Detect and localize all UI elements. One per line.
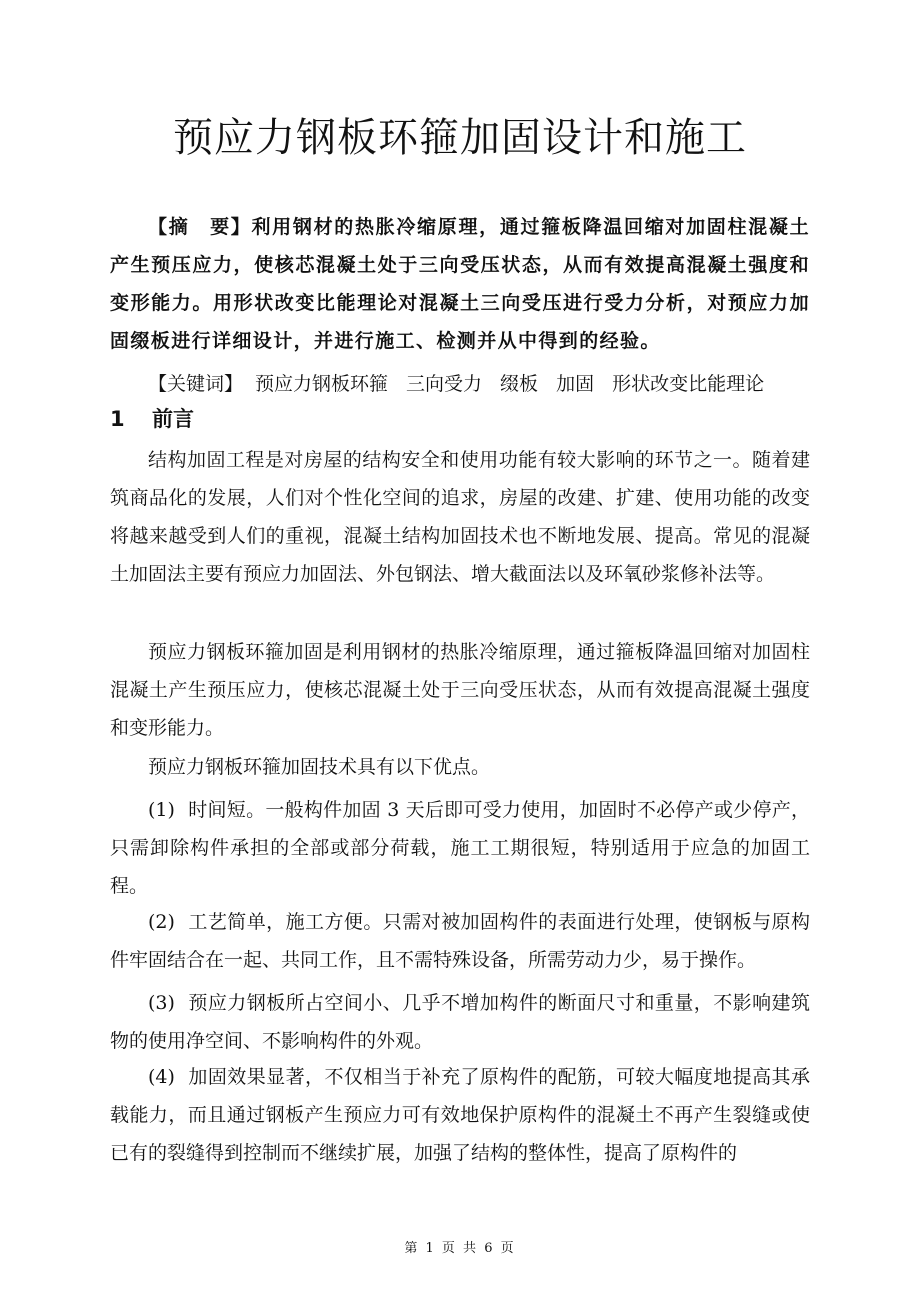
- advantage-item: [110, 984, 810, 1060]
- abstract-paragraph: [110, 208, 810, 360]
- keyword: 缀板: [500, 373, 539, 395]
- advantage-text: 时间短。一般构件加固 3 天后即可受力使用，加固时不必停产或少停产，只需卸除构件承担的全部或部分荷载，施工工期很短，特别适用于应急的加固工程。: [110, 799, 810, 897]
- body-paragraph: 结构加固工程是对房屋的结构安全和使用功能有较大影响的环节之一。随着建筑商品化的发展，人们对个性化空间的追求，房屋的改建、扩建、使用功能的改变将越来越受到人们的重视，混凝土结构加固技术也不断地发展、提高。常见的混凝土加固法主要有预应力加固法、外包钢法、增大截面法以及环氧砂浆修补法等。: [110, 449, 810, 585]
- advantage-text: 加固效果显著，不仅相当于补充了原构件的配筋，可较大幅度地提高其承载能力，而且通过钢板产生预应力可有效地保护原构件的混凝土不再产生裂缝或使已有的裂缝得到控制而不继续扩展，加强了结构的整体性，提高了原构件的: [110, 1066, 810, 1164]
- abstract-label: 【摘 要】: [148, 216, 252, 238]
- advantage-number: (1): [148, 799, 175, 821]
- advantage-text: 工艺简单，施工方便。只需对被加固构件的表面进行处理，使钢板与原构件牢固结合在一起、共同工作，且不需特殊设备，所需劳动力少，易于操作。: [110, 911, 810, 971]
- keywords-label: 【关键词】: [148, 373, 244, 395]
- section-number: 1: [110, 407, 125, 431]
- section-heading: [110, 401, 194, 437]
- section-title: 前言: [152, 407, 194, 431]
- advantage-item: [110, 1058, 810, 1172]
- keyword: 加固: [556, 373, 595, 395]
- keywords-line: [110, 365, 810, 403]
- document-title: 预应力钢板环箍加固设计和施工: [173, 115, 747, 161]
- advantage-number: (2): [148, 911, 175, 933]
- advantage-text: 预应力钢板所占空间小、几乎不增加构件的断面尺寸和重量，不影响建筑物的使用净空间、不影响构件的外观。: [110, 992, 810, 1052]
- body-paragraph: 预应力钢板环箍加固技术具有以下优点。: [148, 756, 491, 778]
- keyword: 三向受力: [406, 373, 483, 395]
- body-paragraph: 预应力钢板环箍加固是利用钢材的热胀冷缩原理，通过箍板降温回缩对加固柱混凝土产生预压应力，使核芯混凝土处于三向受压状态，从而有效提高混凝土强度和变形能力。: [110, 641, 810, 739]
- advantage-item: [110, 791, 810, 905]
- advantage-number: (3): [148, 992, 175, 1014]
- keyword: 形状改变比能理论: [612, 373, 765, 395]
- page-footer: 第 1 页 共 6 页: [404, 1241, 516, 1256]
- advantage-item: [110, 903, 810, 979]
- keyword: 预应力钢板环箍: [255, 373, 389, 395]
- advantage-number: (4): [148, 1066, 175, 1088]
- abstract-text: 利用钢材的热胀冷缩原理，通过箍板降温回缩对加固柱混凝土产生预压应力，使核芯混凝土处于三向受压状态，从而有效提高混凝土强度和变形能力。用形状改变比能理论对混凝土三向受压进行受力分析，对预应力加固缀板进行详细设计，并进行施工、检测并从中得到的经验。: [110, 216, 810, 352]
